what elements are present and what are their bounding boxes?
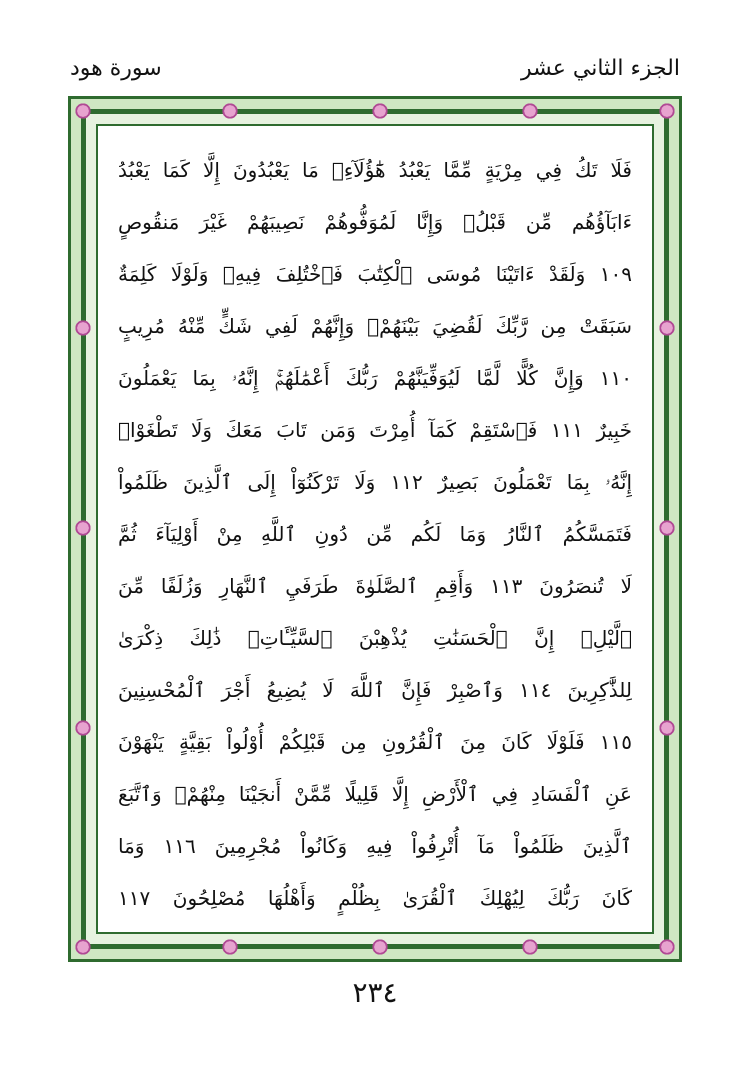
page-number: ٢٣٤ [352,976,398,1009]
flower-ornament-icon [74,102,92,120]
inner-frame [83,111,667,947]
text-lines [118,144,632,914]
flower-ornament-icon [74,719,92,737]
text-line: لَا تُنصَرُونَ ١١٣ وَأَقِمِ ٱلصَّلَوٰةَ طَرَفَيِ ٱلنَّهَارِ وَزُلَفًا مِّنَ [118,574,632,598]
page-border-frame [68,96,682,962]
flower-ornament-icon [658,319,676,337]
text-line: عَنِ ٱلْفَسَادِ فِي ٱلْأَرْضِ إِلَّا قَلِيلًا مِّمَّنْ أَنجَيْنَا مِنْهُمْۗ وَٱتَّبَعَ [118,782,632,806]
text-line: ٱلَّيْلِۚ إِنَّ ٱلْحَسَنَٰتِ يُذْهِبْنَ ٱلسَّيِّـَٔاتِۚ ذَٰلِكَ ذِكْرَىٰ [118,626,632,650]
text-line: فَلَا تَكُ فِي مِرْيَةٍ مِّمَّا يَعْبُدُ هَٰٓؤُلَآءِۚ مَا يَعْبُدُونَ إِلَّا كَمَا يَعْبُدُ [118,158,632,182]
text-line: ١٠٩ وَلَقَدْ ءَاتَيْنَا مُوسَى ٱلْكِتَٰبَ فَٱخْتُلِفَ فِيهِۚ وَلَوْلَا كَلِمَةٌ [118,262,632,286]
text-line: خَبِيرٌ ١١١ فَٱسْتَقِمْ كَمَآ أُمِرْتَ وَمَن تَابَ مَعَكَ وَلَا تَطْغَوْاۚ [118,418,632,442]
page-header [70,56,680,96]
juz-title: الجزء الثاني عشر [521,56,680,81]
flower-ornament-icon [74,319,92,337]
flower-ornament-icon [658,719,676,737]
flower-ornament-icon [658,938,676,956]
flower-ornament-icon [658,519,676,537]
text-line: ءَابَآؤُهُم مِّن قَبْلُۚ وَإِنَّا لَمُوَفُّوهُمْ نَصِيبَهُمْ غَيْرَ مَنقُوصٍ [118,210,632,234]
flower-ornament-icon [221,102,239,120]
text-line: ١١٥ فَلَوْلَا كَانَ مِنَ ٱلْقُرُونِ مِن قَبْلِكُمْ أُوْلُواْ بَقِيَّةٍ يَنْهَوْنَ [118,730,632,754]
flower-ornament-icon [371,938,389,956]
flower-ornament-icon [371,102,389,120]
text-line: ٱلَّذِينَ ظَلَمُواْ مَآ أُتْرِفُواْ فِيهِ وَكَانُواْ مُجْرِمِينَ ١١٦ وَمَا [118,834,632,858]
text-line: كَانَ رَبُّكَ لِيُهْلِكَ ٱلْقُرَىٰ بِظُلْمٍ وَأَهْلُهَا مُصْلِحُونَ ١١٧ [118,886,632,910]
flower-ornament-icon [658,102,676,120]
text-line: ١١٠ وَإِنَّ كُلًّا لَّمَّا لَيُوَفِّيَنَّهُمْ رَبُّكَ أَعْمَٰلَهُمْۚ إِنَّهُۥ بِمَا يَعْمَلُونَ [118,366,632,390]
quran-text-area [96,124,654,934]
flower-ornament-icon [521,102,539,120]
text-line: سَبَقَتْ مِن رَّبِّكَ لَقُضِيَ بَيْنَهُمْۚ وَإِنَّهُمْ لَفِي شَكٍّ مِّنْهُ مُرِيبٍ [118,314,632,338]
flower-ornament-icon [221,938,239,956]
text-line: فَتَمَسَّكُمُ ٱلنَّارُ وَمَا لَكُم مِّن دُونِ ٱللَّهِ مِنْ أَوْلِيَآءَ ثُمَّ [118,522,632,546]
flower-ornament-icon [74,519,92,537]
flower-ornament-icon [521,938,539,956]
surah-title: سورة هود [70,56,162,81]
text-line: إِنَّهُۥ بِمَا تَعْمَلُونَ بَصِيرٌ ١١٢ وَلَا تَرْكَنُوٓاْ إِلَى ٱلَّذِينَ ظَلَمُواْ [118,470,632,494]
flower-ornament-icon [74,938,92,956]
text-line: لِلذَّٰكِرِينَ ١١٤ وَٱصْبِرْ فَإِنَّ ٱللَّهَ لَا يُضِيعُ أَجْرَ ٱلْمُحْسِنِينَ [118,678,632,702]
